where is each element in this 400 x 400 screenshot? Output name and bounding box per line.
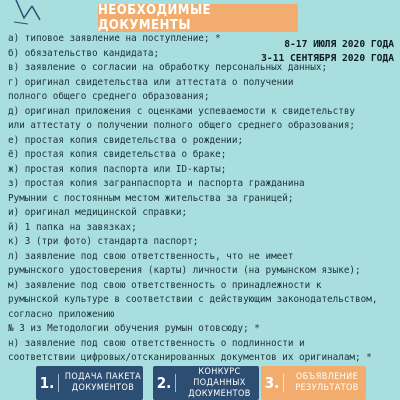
list-item: полного общего среднего образования; <box>8 91 210 102</box>
list-item: б) обязательство кандидата; <box>8 47 160 59</box>
step-number: 2. <box>153 374 176 392</box>
step-number: 1. <box>36 374 59 392</box>
step-results <box>261 366 366 400</box>
date-line-2: 3-11 СЕНТЯБРЯ 2020 ГОДА <box>261 53 394 64</box>
list-item: г) оригинал свидетельства или аттестата о получении <box>8 76 294 88</box>
list-item: а) типовое заявление на поступление; * <box>8 33 221 44</box>
list-item: з) простая копия загранпаспорта и паспорта гражданина <box>8 178 305 189</box>
list-item: н) заявление под свою ответственность о подлинности и <box>8 337 305 349</box>
list-item: к) 3 (три фото) стандарта паспорт; <box>8 236 199 247</box>
list-item: соответствии цифровых/отсканированных документов их оригиналам; * <box>8 352 372 363</box>
list-item: в) заявление о согласии на обработку персональных данных; <box>8 62 328 73</box>
decorative-lines-icon <box>10 0 50 30</box>
list-item: ё) простая копия свидетельства о браке; <box>8 149 227 160</box>
process-steps <box>0 366 400 400</box>
step-label: КОНКУРС ПОДАННЫХ ДОКУМЕНТОВ <box>188 366 251 399</box>
list-item: № 3 из Методологии обучения румын отовсюду; * <box>8 323 260 334</box>
step-competition <box>153 366 259 400</box>
documents-list <box>8 32 400 366</box>
list-item: или аттестату о получении полного общего среднего образования; <box>8 120 356 131</box>
step-number: 3. <box>261 374 284 392</box>
list-item: Румынии с постоянным местом жительства за границей; <box>8 192 294 204</box>
list-item: ж) простая копия паспорта или ID-карты; <box>8 163 227 175</box>
list-item: л) заявление под свою ответственность, что не имеет <box>8 250 294 262</box>
list-item: м) заявление под свою ответственность о принадлежности к <box>8 279 322 291</box>
list-item: д) оригинал приложения с оценками успеваемости к свидетельству <box>8 105 356 117</box>
list-item: й) 1 папка на завязках; <box>8 221 137 233</box>
page-title <box>98 4 298 32</box>
list-item: румынского удостоверения (карты) личности (на румынском языке); <box>8 265 361 276</box>
list-item: е) простая копия свидетельства о рождении; <box>8 134 244 146</box>
list-item: румынской культуре в соответствии с действующим законодательством, <box>8 294 378 305</box>
step-submission <box>36 366 143 400</box>
list-item: и) оригинал медицинской справки; <box>8 207 188 218</box>
step-label: ОБЪЯВЛЕНИЕ РЕЗУЛЬТАТОВ <box>295 372 359 393</box>
page-title-text: НЕОБХОДИМЫЕ ДОКУМЕНТЫ <box>98 3 212 33</box>
step-label: ПОДАЧА ПАКЕТА ДОКУМЕНТОВ <box>64 372 142 393</box>
date-line-1: 8-17 ИЮЛЯ 2020 ГОДА <box>284 39 394 50</box>
list-item: согласно приложению <box>8 308 115 320</box>
